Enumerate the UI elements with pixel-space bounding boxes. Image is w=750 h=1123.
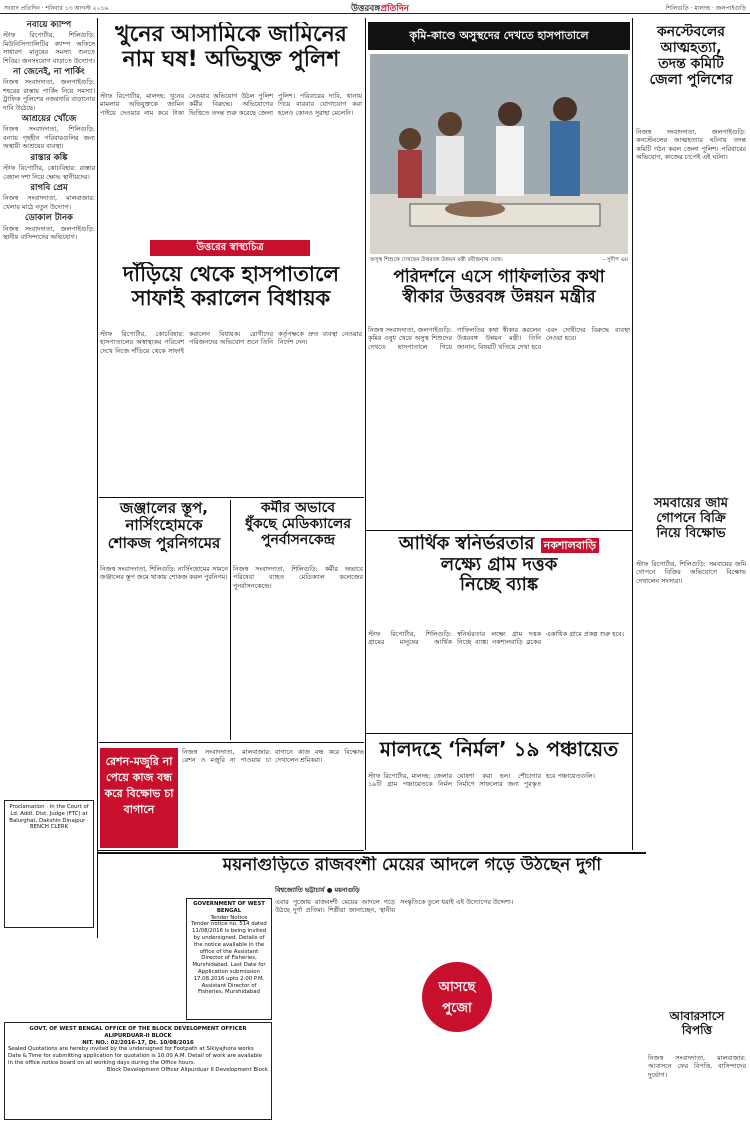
brief-heading-1: নবায়ে ক্যাম্প (26, 20, 72, 30)
divider-right (632, 18, 633, 850)
divider-left (97, 18, 98, 938)
header-right: শিলিগুড়ি · মালদহ · জলপাইগুড়ি (665, 5, 746, 12)
divider-jangal (230, 500, 231, 740)
divider-bank (366, 530, 632, 531)
bank-headline (368, 534, 630, 626)
ration-headline: রেশন-মজুরি না পেয়ে কাজ বন্ধ করে বিক্ষোভ চা বাগানে (100, 748, 178, 848)
pujo-badge-line2: পুজো (442, 1001, 472, 1016)
krimi-headline-line1: পরিদর্শনে এসে গাফিলতির কথা (393, 268, 605, 287)
brief-text-1: স্টাফ রিপোর্টার, শিলিগুড়ি: মিউনিসিপ্যালিটির ক্যাম্প অফিসে সাধারণ মানুষের সমস্যা শুনতে শিবির। জনসংযোগ বাড়াতে উদ্যোগ। (3, 31, 95, 65)
brief-heading-3: আশ্রয়ের খোঁজে (21, 114, 77, 125)
tender1-body: Tender notice no. 514 dated 11/08/2016 is being invited by undersigned. Details of the notice available in the office of the Assistant Director of Fisheries, Murshidabad. Last Date for Application submission 17.08.2016 upto 2:00 P.M. (191, 921, 267, 982)
karmi-headline-line1: কর্মীর অভাবে (260, 500, 336, 516)
tender-notice-bdo (4, 1022, 272, 1120)
krimi-headline (368, 268, 630, 320)
abaras-headline (648, 1010, 746, 1052)
tender2-sign: Block Development Officer Alipurduar II Development Block (106, 1066, 268, 1073)
krimi-band (368, 22, 630, 50)
bank-headline-line1-text: আর্থিক স্বনির্ভরতার (398, 534, 535, 554)
swasthya-headline-line1: দাঁড়িয়ে থেকে হাসপাতালে (122, 262, 340, 286)
abaras-body: নিজস্ব সংবাদদাতা, মালবাজার: আবাসনে ফের বিপত্তি, বাসিন্দাদের দুর্ভোগ। (648, 1054, 746, 1079)
brief-text-5: নিজস্ব সংবাদদাতা, মালবাজার: খেলার মাঠে নতুন উদ্যোগ। (3, 194, 95, 211)
masthead (310, 1, 450, 14)
karmi-headline-line2: ধুঁকছে মেডিক্যালের (244, 516, 352, 533)
constable-headline (636, 24, 746, 124)
abaras-headline-line2: বিপত্তি (681, 1022, 713, 1037)
tender-notice-fisheries (186, 898, 272, 1020)
krimi-band-text: কৃমি-কাণ্ডে অসুস্থদের দেখতে হাসপাতালে (409, 29, 589, 42)
masthead-b: প্রতিদিন (380, 4, 410, 14)
constable-headline-line2: আত্মহত্যা, (660, 40, 722, 57)
jangal-body: নিজস্ব সংবাদদাতা, শিলিগুড়ি: নার্সিংহোমের সামনে জঞ্জালের স্তূপ জমে থাকায় শোকজ করল পুরনিগম। (100, 565, 228, 582)
brief-text-6: নিজস্ব সংবাদদাতা, জলপাইগুড়ি: স্থানীয় বাসিন্দাদের অভিযোগ। (3, 224, 95, 241)
jangal-headline-line1: জঞ্জালের স্তূপ, (120, 500, 208, 517)
krimi-caption (370, 256, 628, 266)
jangal-headline-line3: শোকজ পুরনিগমের (107, 533, 221, 552)
tender2-subtitle: NIT. NO.: 02/2016-17, Dt. 10/08/2016 (82, 1039, 194, 1046)
bank-tag: নকশালবাড়ি (541, 538, 599, 553)
swasthya-headline (100, 262, 362, 324)
krimi-caption-text: অসুস্থ শিশুকে দেখছেন উত্তরবঙ্গ উন্নয়ন মন্ত্রী রবীন্দ্রনাথ ঘোষ। (370, 257, 503, 263)
karmi-headline-line3: পুনর্বাসনকেন্দ্র (260, 532, 336, 549)
hospital-scene-image (370, 54, 628, 254)
pujo-badge (422, 962, 492, 1032)
pujo-badge-line1: আসছে (438, 980, 476, 995)
bank-body: স্টাফ রিপোর্টার, শিলিগুড়ি: গ্রামের মানুষের আর্থিক স্বনির্ভরতার লক্ষ্যে গ্রাম দত্তক নিচ্ছে ব্যাঙ্ক। নকশালবাড়ি ব্লকের একাধিক গ্রামে প্রকল্প শুরু হবে। (368, 630, 624, 647)
tender1-title: GOVERNMENT OF WEST BENGAL (193, 901, 265, 914)
constable-headline-line1: কনস্টেবলের (656, 24, 726, 40)
bank-headline-line2: লক্ষ্যে গ্রাম দত্তক (440, 553, 558, 575)
swasthya-body: স্টাফ রিপোর্টার, কোচবিহার: হাসপাতালের অস্বাস্থ্যকর পরিবেশ দেখে নিজে দাঁড়িয়ে থেকে সাফাই করালেন বিধায়ক। রোগীদের পরিজনদের অভিযোগ শুনে তিনি কর্তৃপক্ষকে দ্রুত ব্যবস্থা নেওয়ার নির্দেশ দেন। (100, 330, 362, 355)
bank-headline-line3: নিচ্ছে ব্যাঙ্ক (459, 574, 539, 596)
tender2-title: GOVT. OF WEST BENGAL OFFICE OF THE BLOCK DEVELOPMENT OFFICER ALIPURDUAR-II BLOCK (29, 1026, 247, 1039)
durga-headline: ময়নাগুড়িতে রাজবংশী মেয়ের আদলে গড়ে উঠছেন দুর্গা (222, 856, 602, 875)
tender1-subtitle: Tender Notice (210, 914, 248, 921)
masthead-a: উত্তরবঙ্গ (350, 4, 381, 14)
divider-durga (98, 852, 646, 854)
divider-malda (366, 733, 632, 734)
police-headline (100, 22, 362, 92)
karmi-body: নিজস্ব সংবাদদাতা, শিলিগুড়ি: কর্মীর অভাবে পরিষেবা ব্যাহত মেডিক্যাল কলেজের পুনর্বাসনকেন্দ্রে। (233, 565, 363, 590)
jangal-headline-line2: নার্সিংহোমকে (125, 516, 203, 535)
brief-heading-6: ডোকাল টানক (25, 213, 73, 224)
karmi-headline (233, 500, 363, 560)
malda-headline: মালদহে ‘নির্মল’ ১৯ পঞ্চায়েত (379, 738, 619, 761)
constable-body: নিজস্ব সংবাদদাতা, জলপাইগুড়ি: কনস্টেবলের আত্মহত্যার ঘটনায় তদন্ত কমিটি গঠন করল জেলা পুলিশ। পরিবারের অভিযোগ, কাজের চাপেই এই ঘটনা। (636, 128, 746, 162)
brief-heading-5: রাগবি প্রেম (30, 182, 68, 193)
header-left: সংবাদ প্রতিদিন · শনিবার ১৩ আগস্ট ২০১৬ (4, 5, 109, 12)
left-column (3, 18, 95, 778)
divider-swasthya (99, 497, 364, 498)
tender1-sign: Assistant Director of Fisheries, Murshidabad (198, 982, 260, 996)
constable-headline-line3: তদন্ত কমিটি (658, 56, 724, 73)
samabay-headline-line2: গোপনে বিক্রি (656, 510, 726, 526)
swasthya-band: উত্তরের স্বাস্থ্যচিত্র (150, 240, 310, 256)
ration-body: নিজস্ব সংবাদদাতা, মালবাজার: রেশন ও মজুরি না পাওয়ায় চা বাগানে কাজ বন্ধ করে বিক্ষোভ দেখালেন শ্রমিকরা। (182, 748, 364, 765)
samabay-headline-line3: নিয়ে বিক্ষোভ (656, 525, 726, 541)
bank-headline-line1 (368, 534, 630, 555)
malda-body: স্টাফ রিপোর্টার, মালদহ: জেলার ১৯টি গ্রাম পঞ্চায়েতকে নির্মল ঘোষণা করা হল। শৌচাগার নির্মাণে সাফল্যের জন্য পুরস্কৃত হবে পঞ্চায়েতগুলি। (368, 772, 595, 789)
krimi-headline-line2: স্বীকার উত্তরবঙ্গ উন্নয়ন মন্ত্রীর (402, 286, 596, 307)
swasthya-headline-line2: সাফাই করালেন বিধায়ক (131, 286, 331, 311)
brief-text-2: নিজস্ব সংবাদদাতা, জলপাইগুড়ি: শহরের রাস্তায় পার্কিং নিয়ে সমস্যা। ট্রাফিক পুলিশের নজরদারি বাড়ানোর দাবি উঠেছে। (3, 78, 95, 112)
krimi-photo (370, 54, 628, 254)
brief-heading-4: রাস্তার কঙ্কি (30, 152, 68, 163)
police-headline-line1: খুনের আসামিকে জামিনের (115, 22, 347, 47)
samabay-headline (636, 497, 746, 557)
page-header (0, 0, 750, 14)
brief-text-4: স্টাফ রিপোর্টার, কোচবিহার: রাস্তার বেহাল দশা নিয়ে ক্ষোভ স্থানীয়দের। (3, 164, 95, 181)
constable-headline-line4: জেলা পুলিশের (649, 72, 733, 89)
divider-karmi (99, 742, 364, 743)
durga-byline: বিশ্বজ্যোতি ভট্টাচার্য ● ময়নাগুড়ি (275, 886, 360, 894)
krimi-credit: - সুদীপ এম (603, 257, 628, 263)
durga-body: এবার পুজোয় রাজবংশী মেয়ের আদলে গড়ে উঠছে দুর্গা প্রতিমা। শিল্পীরা জানাচ্ছেন, স্থানীয় সংস্কৃতিকে তুলে ধরাই এই উদ্যোগের উদ্দেশ্য। (275, 898, 514, 915)
police-headline-line2: নাম ঘষ! অভিযুক্ত পুলিশ (122, 47, 340, 73)
krimi-body: নিজস্ব সংবাদদাতা, জলপাইগুড়ি: কৃমির ওষুধ খেয়ে অসুস্থ শিশুদের দেখতে হাসপাতালে গিয়ে গাফিলতির কথা স্বীকার করলেন উত্তরবঙ্গ উন্নয়ন মন্ত্রী। তিনি জানান, বিষয়টি খতিয়ে দেখা হবে এবং দোষীদের বিরুদ্ধে ব্যবস্থা নেওয়া হবে। (368, 326, 630, 351)
samabay-body: স্টাফ রিপোর্টার, শিলিগুড়ি: সমবায়ের জমি গোপনে বিক্রির অভিযোগে বিক্ষোভ দেখালেন সদস্যরা। (636, 560, 746, 585)
brief-text-3: নিজস্ব সংবাদদাতা, শিলিগুড়ি: বন্যায় গৃহহীন পরিবারগুলির জন্য অস্থায়ী আশ্রয়ের ব্যবস্থা। (3, 125, 95, 151)
abaras-headline-line1: আবারসাসে (669, 1010, 725, 1023)
jangal-headline (100, 500, 228, 560)
divider-mid (365, 18, 366, 850)
police-body: স্টাফ রিপোর্টার, মালদহ: খুনের মামলায় অভিযুক্তকে জামিন পাইয়ে দেওয়ার নাম করে টাকা নেওয়ার অভিযোগ উঠল পুলিশ কর্মীর বিরুদ্ধে। অভিযোগের ভিত্তিতে তদন্ত শুরু করেছে জেলা পুলিশ। পরিবারের দাবি, থানায় গিয়ে বারবার যোগাযোগ করা হলেও কোনও সুরাহা মেলেনি। (100, 92, 362, 117)
divider-ration (98, 850, 364, 851)
brief-heading-2: না জেনেই, না পার্কিং (13, 67, 85, 78)
tender2-body: Sealed Quotations are hereby invited by the undersigned for Footpath at Sikiyajhora works Date & Time for submitting application for quotation is 10.00 A.M. Detail of work are available in the office notice board on all working days during the Office hours. (8, 1046, 262, 1066)
samabay-headline-line1: সমবায়ের জমি (654, 497, 728, 511)
court-notice: Proclamation · In the Court of Ld. Addl. Dist. Judge (FTC) at Balurghat, Dakshin Dinajpur · BENCH CLERK (4, 800, 94, 928)
